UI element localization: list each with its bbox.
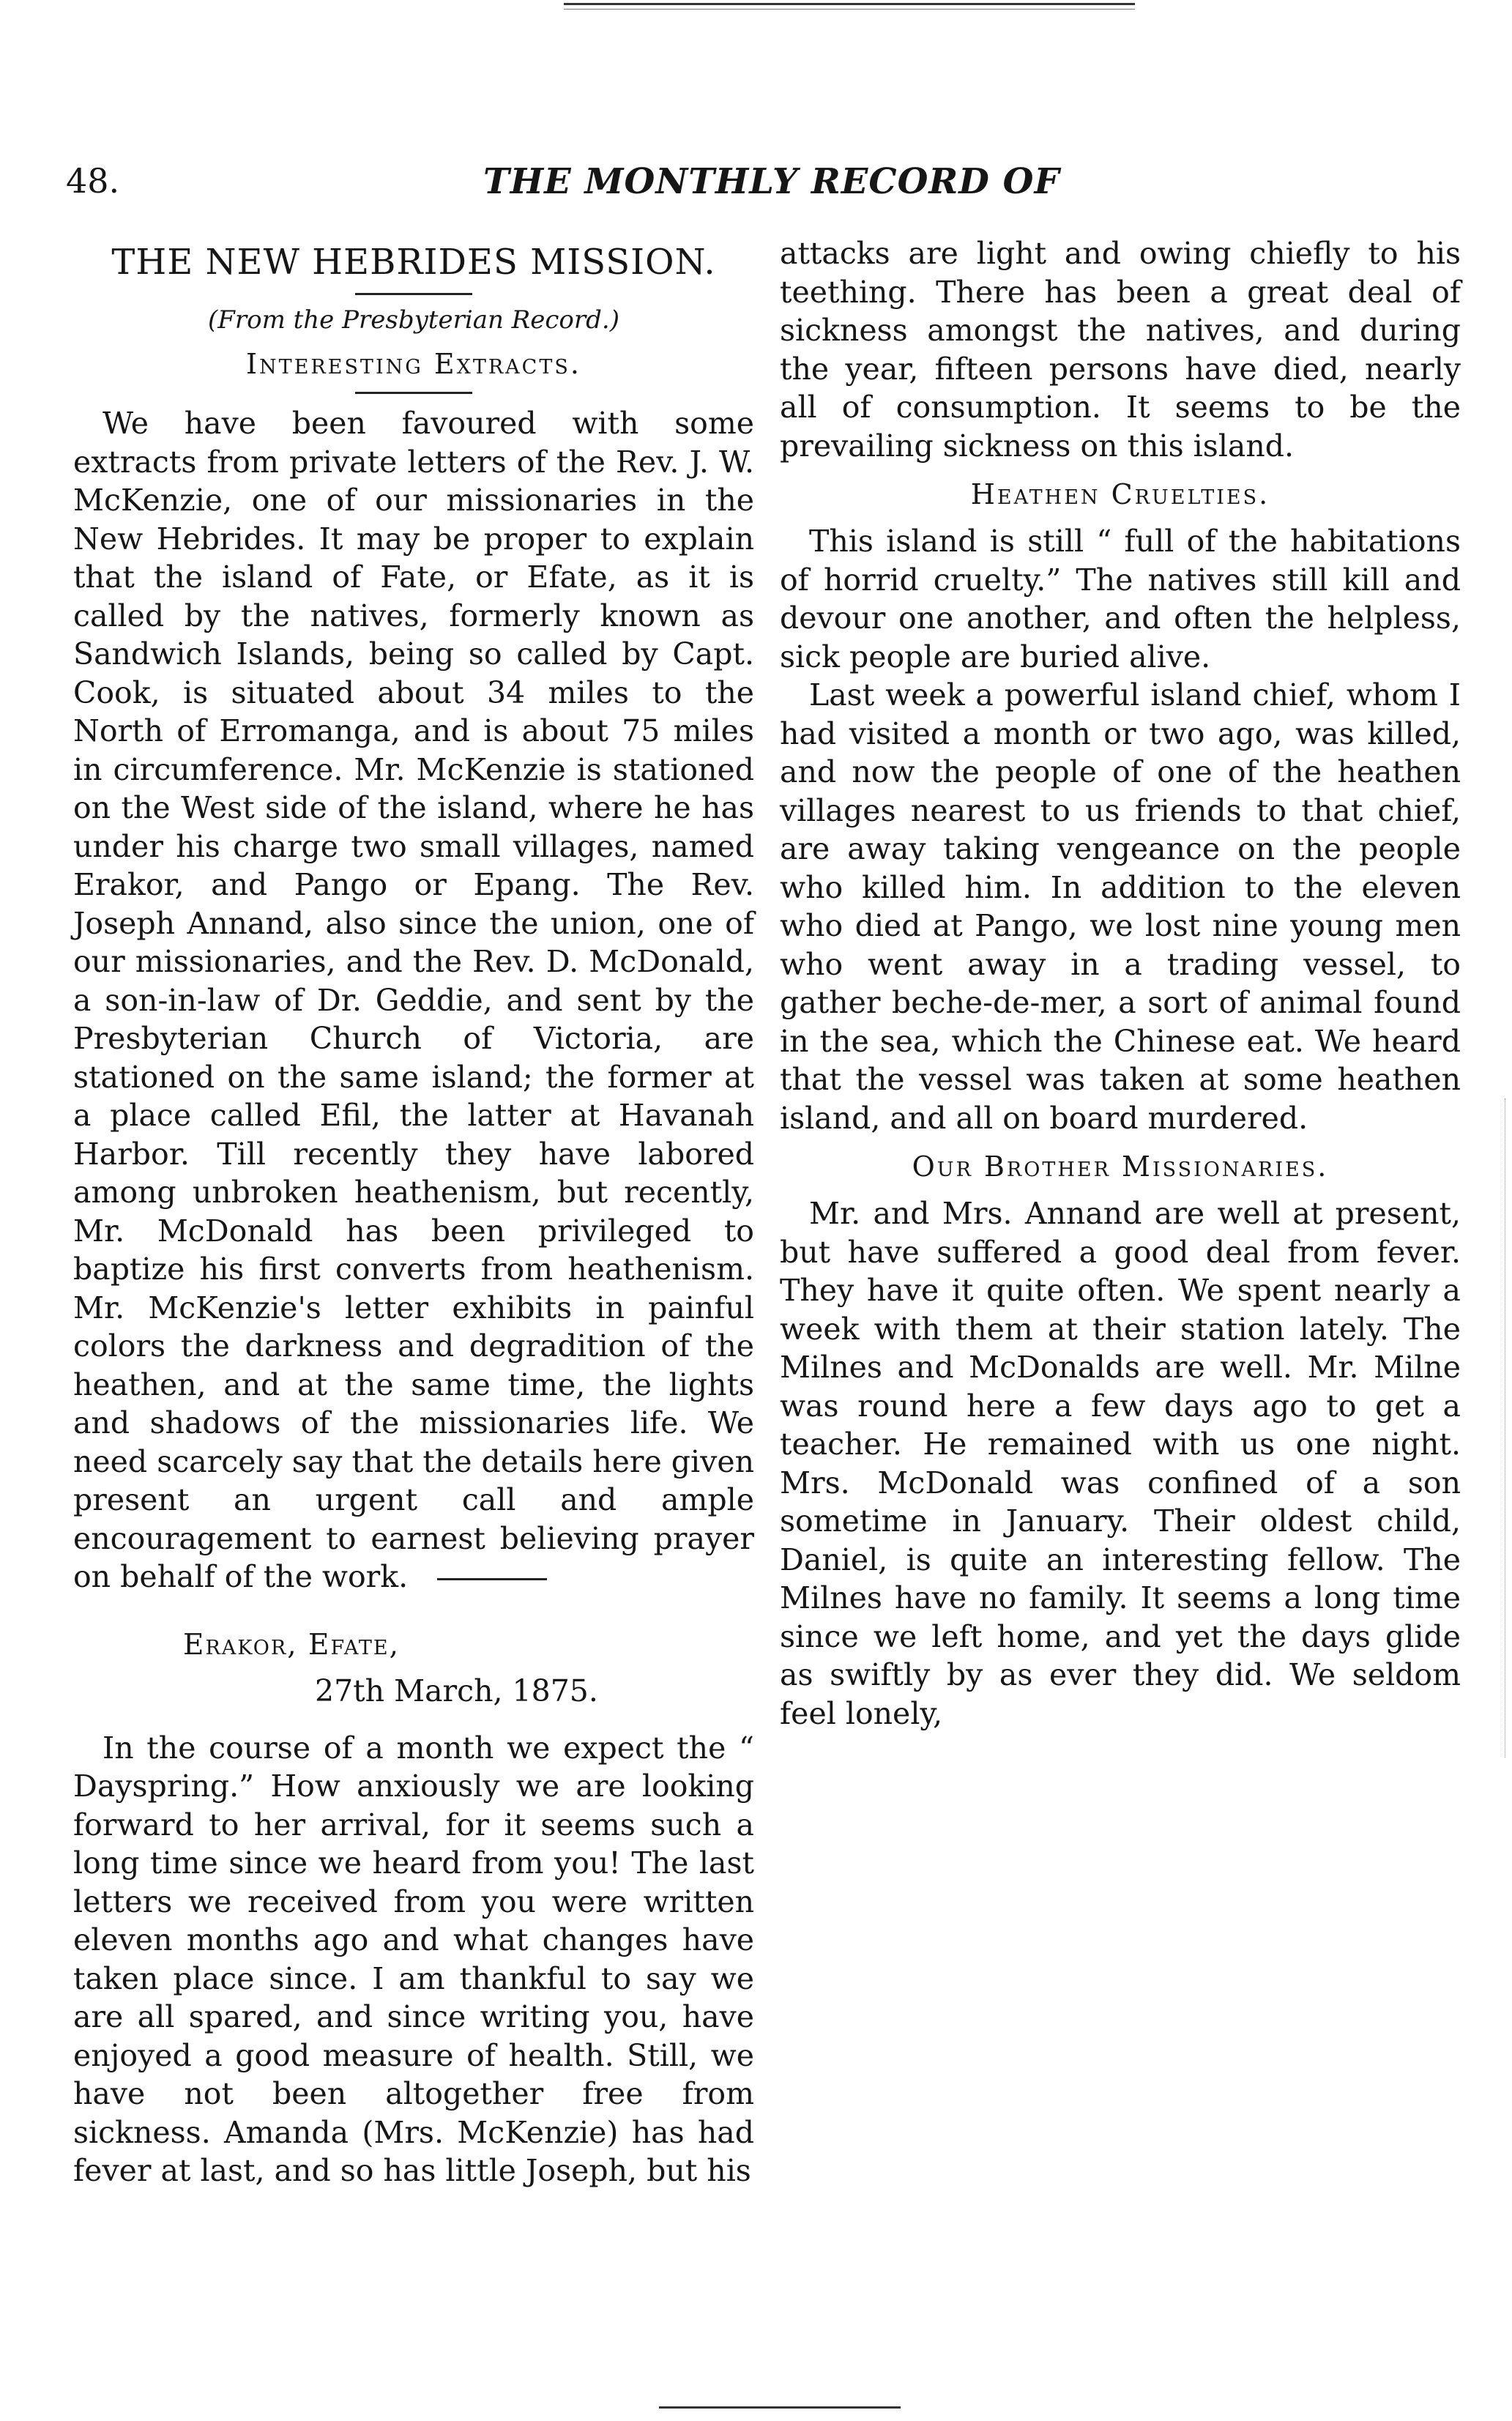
top-rule	[564, 3, 1135, 5]
intro-end-rule	[437, 1578, 547, 1580]
title-rule	[355, 293, 472, 295]
subhead-rule	[355, 392, 472, 394]
top-rule-thin	[564, 9, 1135, 10]
letter-date: 27th March, 1875.	[315, 1673, 598, 1708]
cruelties-paragraph-1: This island is still “ full of the habitations of horrid cruelty.” The natives still kill and devour one another, and often the helpless, sick people are buried alive.	[780, 524, 1461, 674]
bottom-rule	[659, 2406, 901, 2409]
page-number: 48.	[66, 161, 120, 201]
scan-edge-mark	[1505, 1098, 1507, 1758]
subhead-cruelties: Heathen Cruelties.	[970, 478, 1270, 510]
letter-paragraph-1: In the course of a month we expect the “ Dayspring.” How anxiously we are looking forward to her arrival, for it seems such a long time since we heard from you! The last letters we received from you were written eleven months ago and what changes have taken place since. I am thankful to say we are all spared, and since writing you, have enjoyed a good measure of health. Still, we have not been altogether free from sickness. Amanda (Mrs. McKenzie) has had fever at last, and so has little Joseph, but his	[73, 1730, 754, 2188]
cruelties-paragraph-2: Last week a powerful island chief, whom I had visited a month or two ago, was killed, and now the people of one of the heathen villages nearest to us friends to that chief, are away taking vengeance on the people who killed him. In addition to the eleven who died at Pango, we lost nine young men who went away in a trading vessel, to gather beche-de-mer, a sort of animal found in the sea, which the Chinese eat. We heard that the vessel was taken at some heathen island, and all on board murdered.	[780, 677, 1461, 1136]
left-column	[73, 234, 754, 2190]
intro-text: We have been favoured with some extracts from private letters of the Rev. J. W. McKenzie, one of our missionaries in the New Hebrides. It may be proper to explain that the island of Fate, or Efate, as it is called by the natives, formerly known as Sandwich Islands, being so called by Capt. Cook, is situated about 34 miles to the North of Erromanga, and is about 75 miles in circumference. Mr. McKenzie is stationed on the West side of the island, where he has under his charge two small villages, named Erakor, and Pango or Epang. The Rev. Joseph Annand, also since the union, one of our missionaries, and the Rev. D. McDonald, a son-in-law of Dr. Geddie, and sent by the Presbyterian Church of Victoria, are stationed on the same island; the former at a place called Efil, the latter at Havanah Harbor. Till recently they have labored among unbroken heathenism, but recently, Mr. McDonald has been privileged to baptize his first converts from heathenism. Mr. McKenzie's letter exhibits in painful colors the darkness and degradition of the heathen, and at the same time, the lights and shadows of the missionaries life. We need scarcely say that the details here given present an urgent call and ample encouragement to earnest believing prayer on behalf of the work.	[73, 406, 754, 1594]
right-column	[780, 234, 1461, 1733]
letter-place: Erakor, Efate,	[183, 1628, 400, 1662]
page-header	[66, 161, 1076, 220]
article-source: (From the Presbyterian Record.)	[208, 305, 619, 335]
intro-paragraph	[73, 404, 754, 1596]
missionaries-paragraph-1: Mr. and Mrs. Annand are well at present, but have suffered a good deal from fever. They have it quite often. We spent nearly a week with them at their station lately. The Milnes and McDonalds are well. Mr. Milne was round here a few days ago to get a teacher. He remained with us one night. Mrs. McDonald was confined of a son sometime in January. Their oldest child, Daniel, is quite an interesting fellow. The Milnes have no family. It seems a long time since we left home, and yet the days glide as swiftly by as ever they did. We seldom feel lonely,	[780, 1196, 1461, 1731]
subhead-extracts: Interesting Extracts.	[246, 348, 581, 380]
subhead-missionaries: Our Brother Missionaries.	[912, 1150, 1329, 1183]
running-title: THE MONTHLY RECORD OF	[483, 161, 1060, 202]
article-title: THE NEW HEBRIDES MISSION.	[111, 242, 716, 283]
letter-paragraph-1-continued: attacks are light and owing chiefly to his teething. There has been a great deal of sickness amongst the natives, and during the year, fifteen persons have died, nearly all of consumption. It seems to be the prevailing sickness on this island.	[780, 236, 1461, 464]
